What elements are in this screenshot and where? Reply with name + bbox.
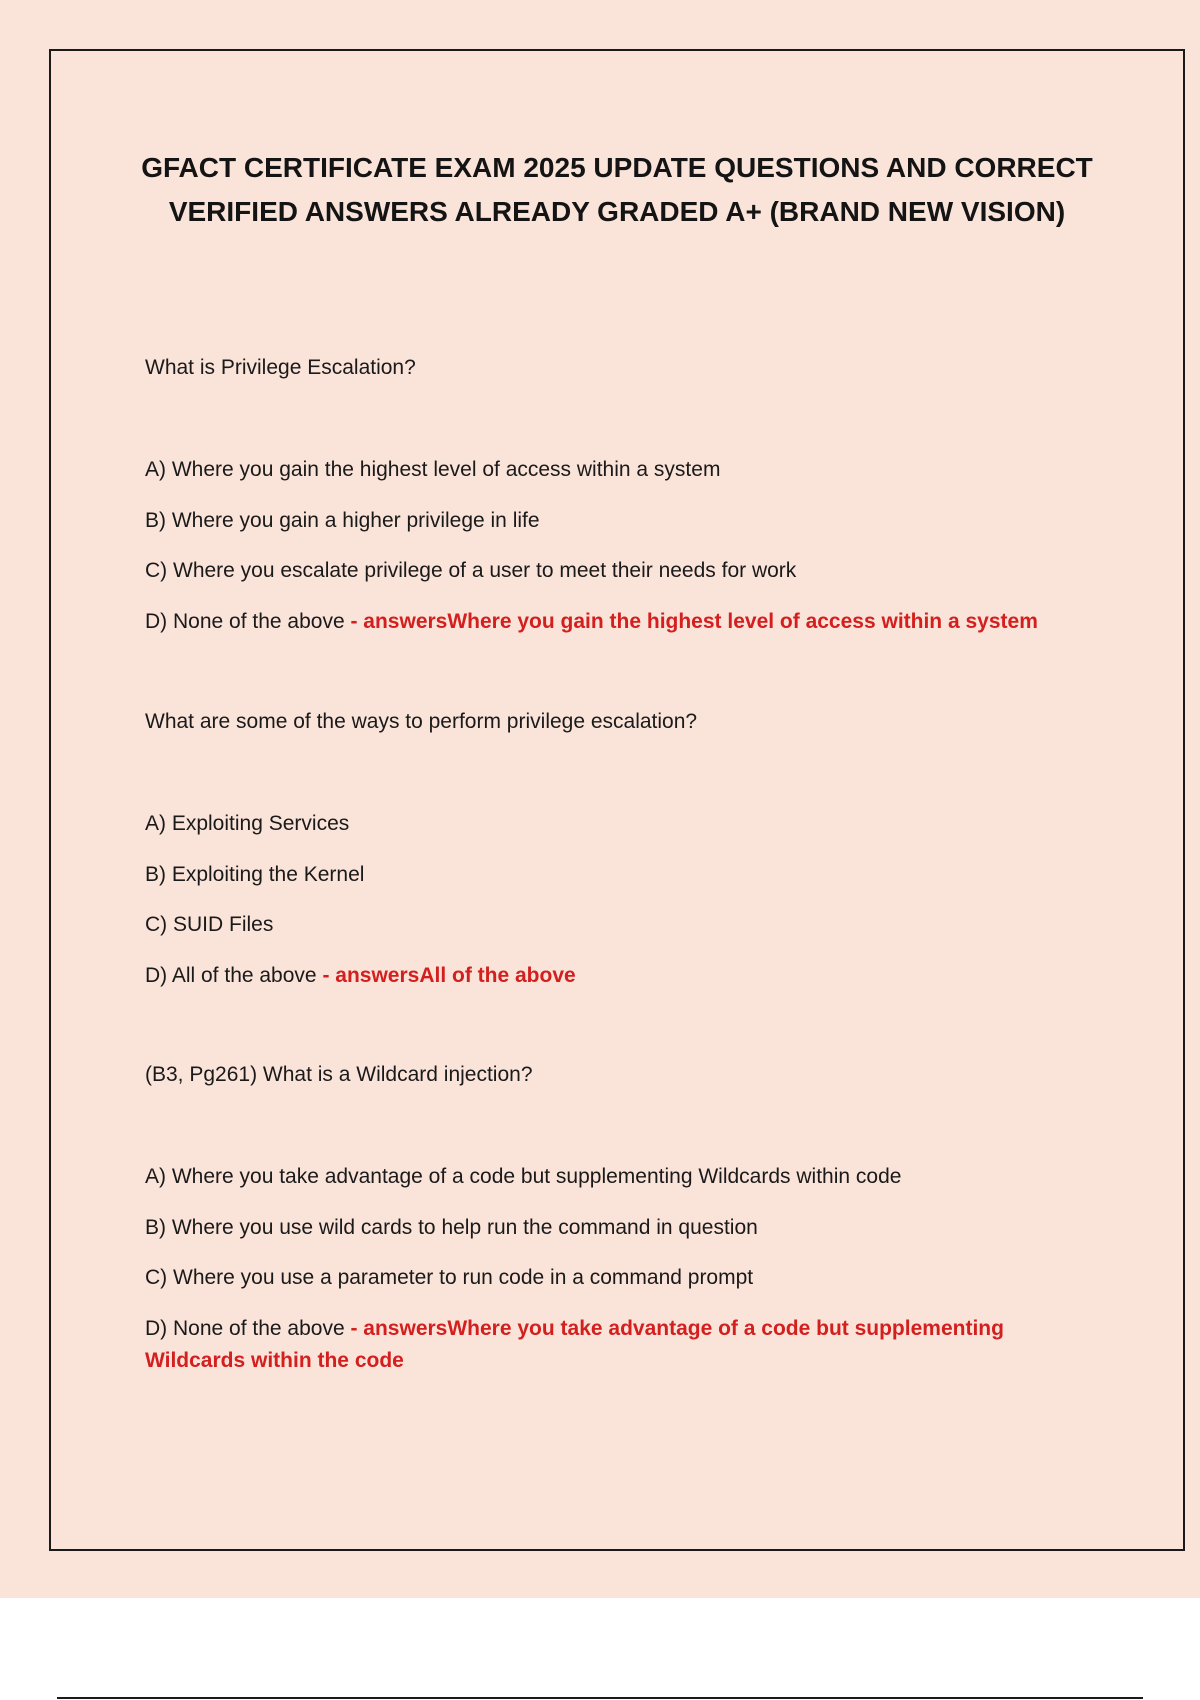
answer-separator: -	[316, 963, 336, 987]
option-d	[145, 960, 1075, 992]
footer-divider	[57, 1697, 1143, 1699]
options-list	[145, 457, 1075, 638]
option-d	[145, 1313, 1075, 1377]
question-text: What are some of the ways to perform privilege escalation?	[145, 710, 698, 733]
question-text: (B3, Pg261) What is a Wildcard injection?	[145, 1063, 533, 1086]
option-c: C) SUID Files	[145, 913, 274, 936]
correct-answer: answersWhere you gain the highest level of access within a system	[363, 609, 1038, 633]
correct-answer: answersWhere you take advantage of a code but supplementing Wildcards within the code	[145, 1316, 1004, 1372]
options-list	[145, 811, 1075, 992]
question-text: What is Privilege Escalation?	[145, 356, 416, 379]
option-d-text: D) All of the above	[145, 963, 317, 987]
correct-answer: answersAll of the above	[335, 963, 576, 987]
option-c: C) Where you escalate privilege of a user to meet their needs for work	[145, 559, 797, 582]
option-b: B) Where you use wild cards to help run the command in question	[145, 1215, 758, 1239]
title-line-1: GFACT CERTIFICATE EXAM 2025 UPDATE QUESTIONS AND CORRECT	[141, 152, 1093, 183]
option-c: C) Where you use a parameter to run code in a command prompt	[145, 1266, 754, 1289]
document-title	[130, 146, 1104, 234]
option-d-text: D) None of the above	[145, 609, 345, 633]
question-block-1	[145, 355, 1075, 633]
option-d-text: D) None of the above	[145, 1316, 345, 1340]
option-a: A) Where you take advantage of a code but supplementing Wildcards within code	[145, 1165, 902, 1188]
option-b: B) Where you gain a higher privilege in life	[145, 508, 540, 532]
option-b: B) Exploiting the Kernel	[145, 862, 365, 886]
question-block-2	[145, 709, 1075, 987]
option-d	[145, 606, 1075, 638]
question-block-3	[145, 1062, 1075, 1372]
answer-separator: -	[344, 609, 364, 633]
title-line-2: VERIFIED ANSWERS ALREADY GRADED A+ (BRAND NEW VISION)	[168, 196, 1066, 227]
answer-separator: -	[344, 1316, 364, 1340]
options-list	[145, 1164, 1075, 1377]
option-a: A) Exploiting Services	[145, 812, 350, 835]
option-a: A) Where you gain the highest level of access within a system	[145, 458, 721, 481]
